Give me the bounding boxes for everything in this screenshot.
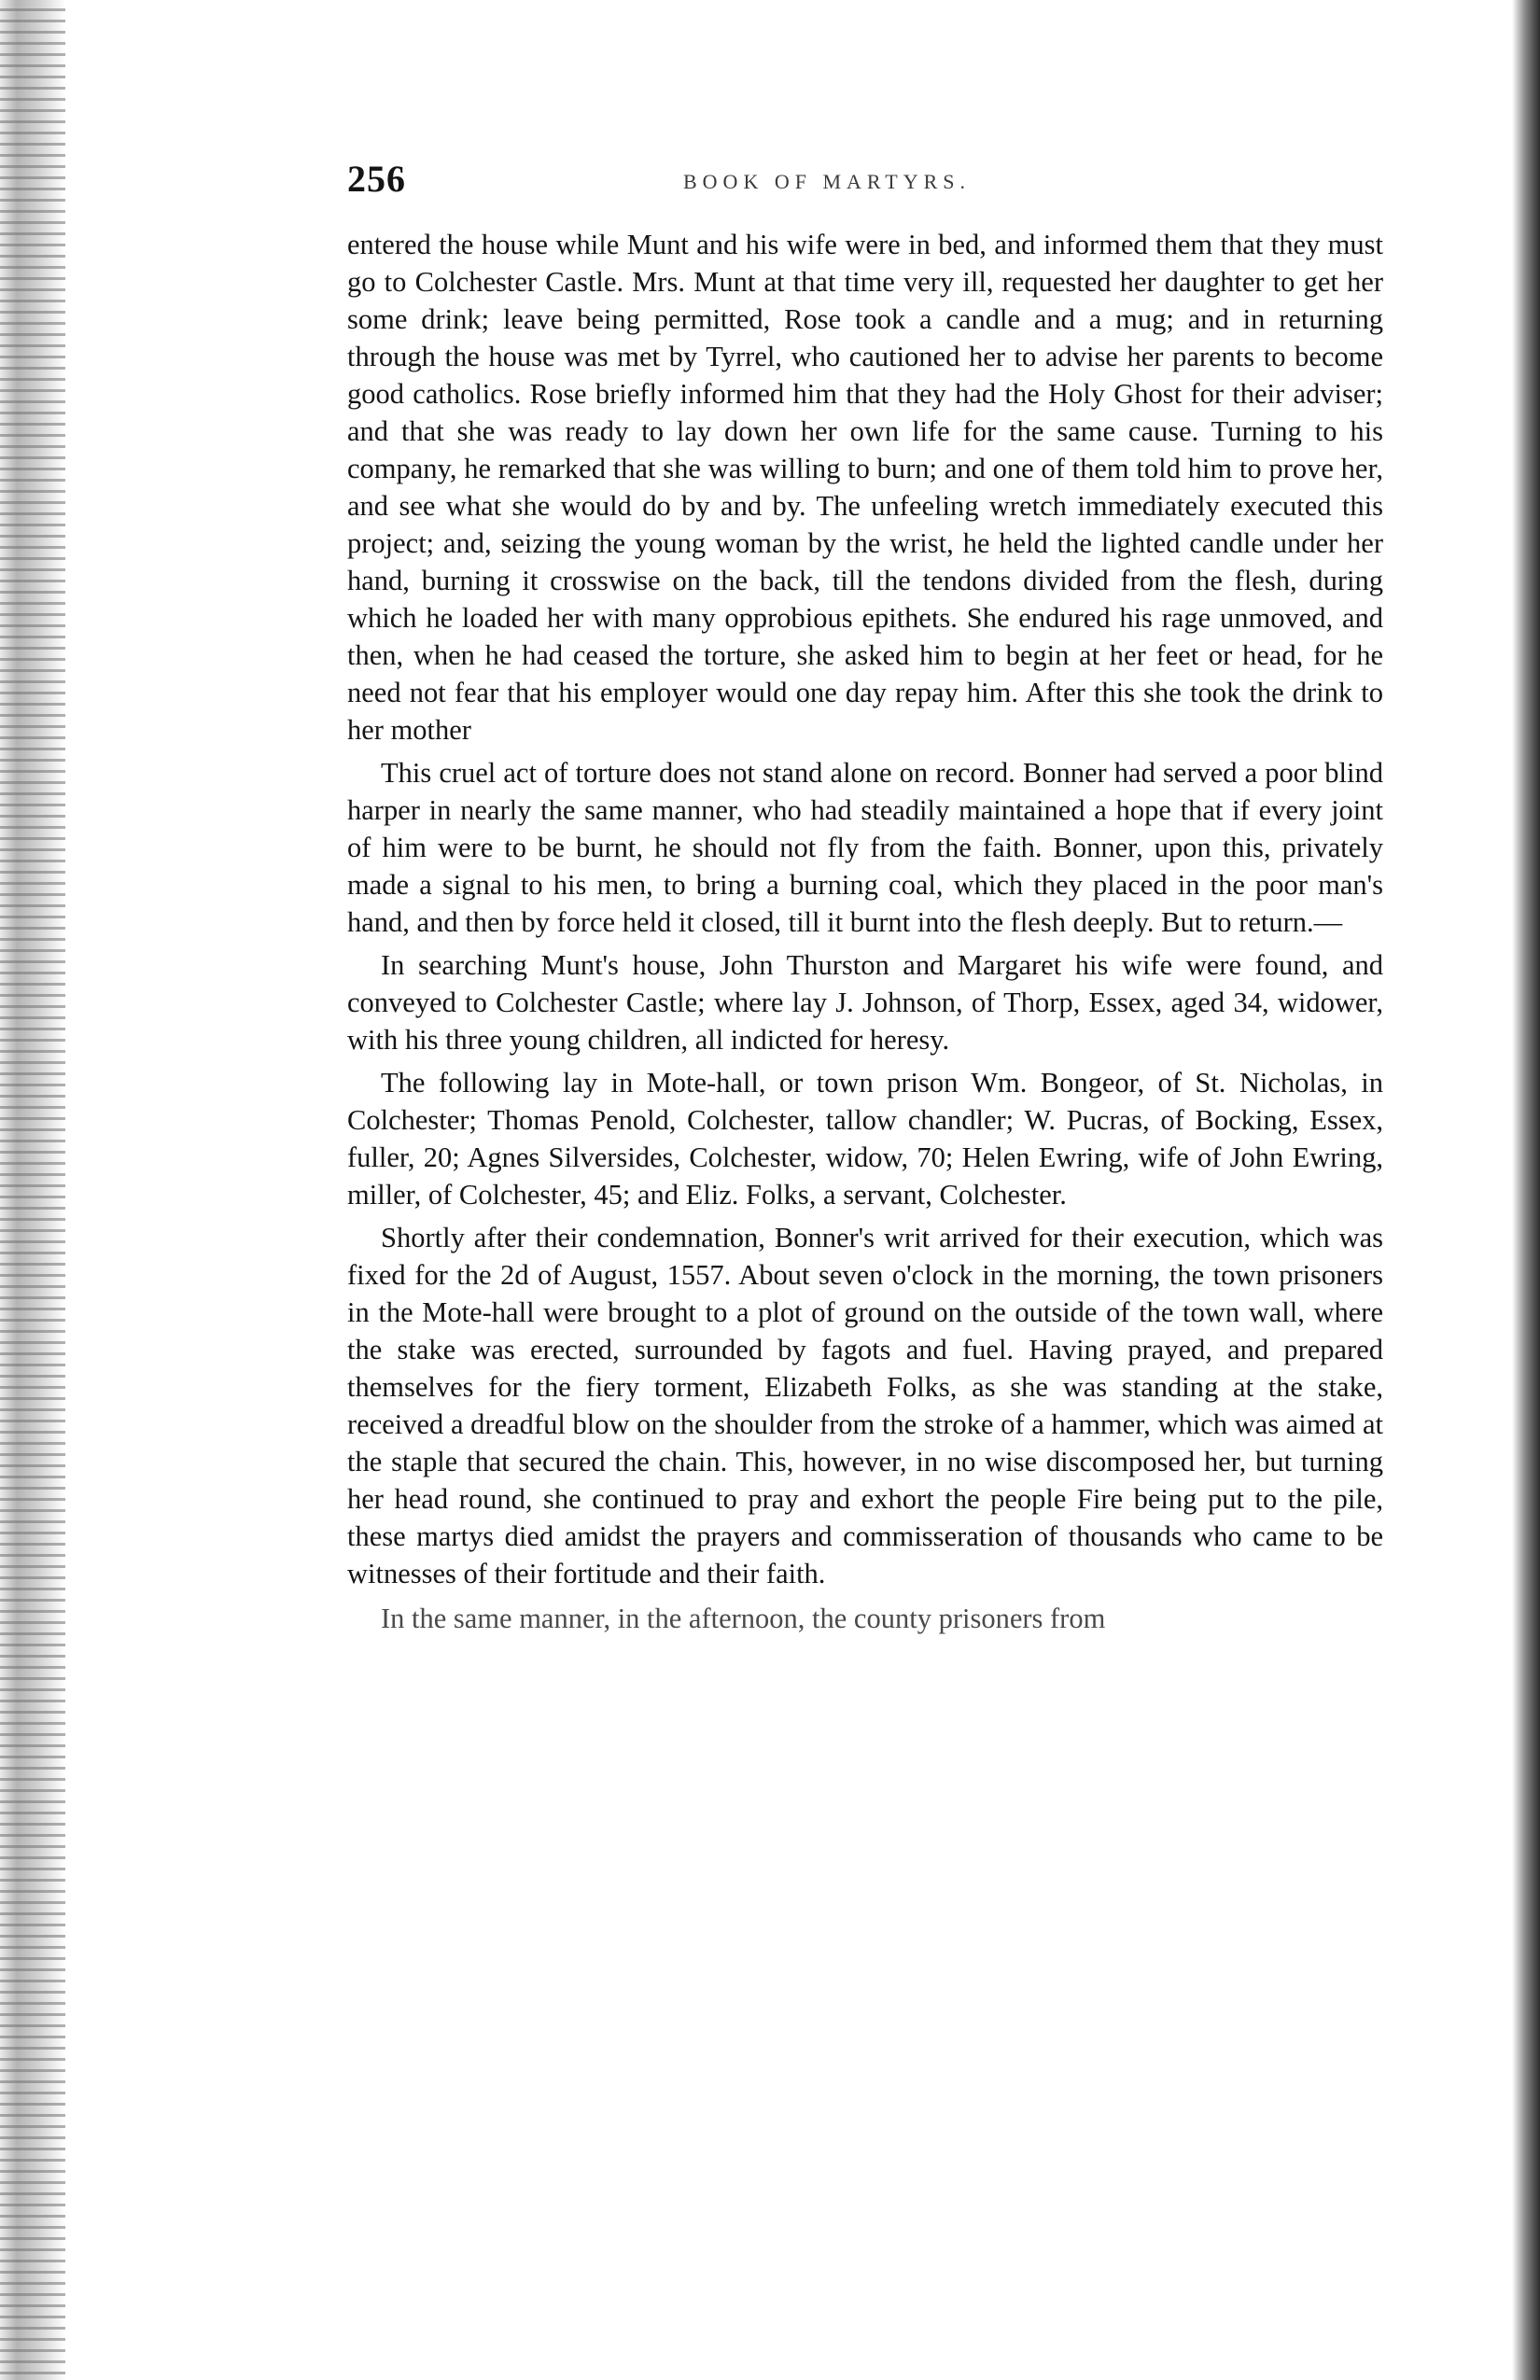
body-text <box>347 226 1383 1637</box>
book-page <box>347 157 1383 1643</box>
paragraph-mote-hall: The following lay in Mote-hall, or town prison Wm. Bongeor, of St. Nicholas, in Colchester; Thomas Penold, Colchester, tallow chandler; W. Pucras, of Bocking, Essex, fuller, 20; Agnes Silversides, Colchester, widow, 70; Helen Ewring, wife of John Ewring, miller, of Colchester, 45; and Eliz. Folks, a servant, Colchester. <box>347 1067 1383 1211</box>
page-header <box>347 157 1383 213</box>
paragraph-afternoon: In the same manner, in the afternoon, the county prisoners from <box>381 1603 1106 1634</box>
paragraph-continuation: entered the house while Munt and his wife were in bed, and informed them that they must go to Colchester Castle. Mrs. Munt at that time very ill, requested her daughter to get her some drink; leave being permitted, Rose took a candle and a mug; and in returning through the house was met by Tyrrel, who cautioned her to advise her parents to become good catholics. Rose briefly informed him that they had the Holy Ghost for their adviser; and that she was ready to lay down her own life for the same cause. Turning to his company, he remarked that she was willing to burn; and one of them told him to prove her, and see what she would do by and by. The unfeeling wretch immediately executed this project; and, seizing the young woman by the wrist, he held the lighted candle under her hand, burning it crosswise on the back, till the tendons divided from the flesh, during which he loaded her with many opprobious epithets. She endured his rage unmoved, and then, when he had ceased the torture, she asked him to begin at her feet or head, for he need not fear that his employer would one day repay him. After this she took the drink to her mother <box>347 229 1383 746</box>
paragraph-bonner-harper: This cruel act of torture does not stand alone on record. Bonner had served a poor blind harper in nearly the same manner, who had steadily maintained a hope that if every joint of him were to be burnt, he should not fly from the faith. Bonner, upon this, privately made a signal to his men, to bring a burning coal, which they placed in the poor man's hand, and then by force held it closed, till it burnt into the flesh deeply. But to return.— <box>347 757 1383 938</box>
scan-binding-edge <box>0 0 65 2380</box>
paragraph-munt-house: In searching Munt's house, John Thurston and Margaret his wife were found, and conveyed to Colchester Castle; where lay J. Johnson, of Thorp, Essex, aged 34, widower, with his three young children, all indicted for heresy. <box>347 949 1383 1056</box>
running-title: BOOK OF MARTYRS. <box>683 170 971 193</box>
page-number: 256 <box>347 158 406 200</box>
scan-page-edge <box>1512 0 1540 2380</box>
paragraph-execution: Shortly after their condemnation, Bonner's writ arrived for their execution, which was fixed for the 2d of August, 1557. About seven o'clock in the morning, the town prisoners in the Mote-hall were brought to a plot of ground on the outside of the town wall, where the stake was erected, surrounded by fagots and fuel. Having prayed, and prepared themselves for the fiery torment, Elizabeth Folks, as she was standing at the stake, received a dreadful blow on the shoulder from the stroke of a hammer, which was aimed at the staple that secured the chain. This, however, in no wise discomposed her, but turning her head round, she continued to pray and exhort the people Fire being put to the pile, these martys died amidst the prayers and commisseration of thousands who came to be witnesses of their fortitude and their faith. <box>347 1222 1383 1589</box>
